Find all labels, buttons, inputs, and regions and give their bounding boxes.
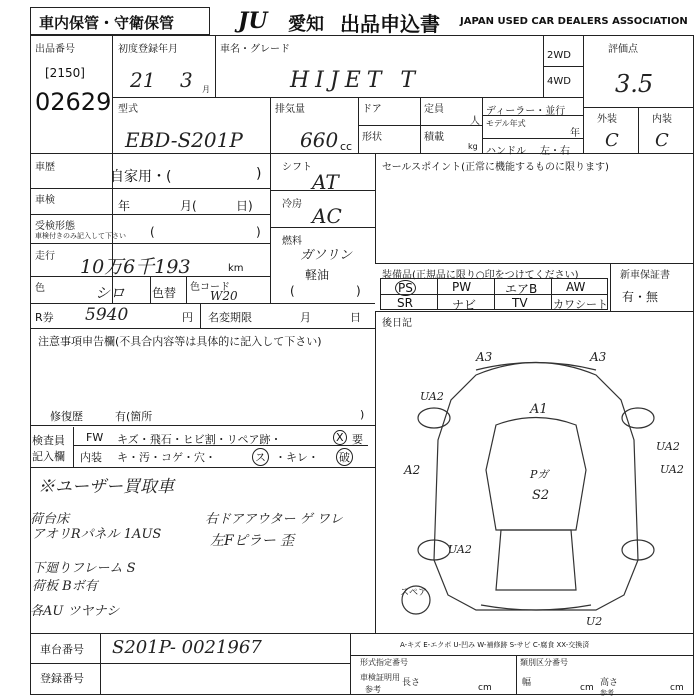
score-value: 3.5 [615, 70, 654, 98]
trial-use-close: ) [256, 225, 261, 239]
mark-u2: U2 [586, 615, 603, 628]
first-reg-year: 21 [130, 68, 156, 92]
mark-s2: S2 [532, 488, 550, 503]
note-line-4: 左Fピラー 歪 [210, 533, 295, 549]
exterior-label: 外装 [597, 114, 617, 125]
equip-tv: TV [512, 296, 528, 310]
shift-label: シフト [282, 162, 312, 173]
inspection-day: 日) [236, 199, 253, 213]
displacement-unit: cc [340, 140, 353, 153]
fuel-paren-close: ) [356, 284, 361, 298]
mark-a3-right: A3 [590, 350, 607, 364]
fuel-diesel: 軽油 [305, 268, 330, 282]
dealer-label: ディーラー・並行 [486, 106, 566, 117]
displacement-value: 660 [300, 128, 339, 152]
note-line-7: 各AU ツヤナシ [30, 604, 120, 619]
handle-label: ハンドル [486, 146, 526, 157]
brand-name: 愛知 [288, 14, 324, 35]
door-label: ドア [362, 104, 382, 115]
form-title: 出品申込書 [340, 12, 440, 36]
mileage-value: 10万6千193 [80, 256, 191, 278]
aircon-value: AC [312, 204, 342, 228]
capacity-label: 定員 [424, 104, 444, 115]
aircon-label: 冷房 [282, 199, 302, 210]
cert-label: 車検証明用 [360, 673, 400, 682]
fw-circled-mark: X [333, 430, 347, 445]
note-line-3: 右ドアアウター ゲ ワレ [205, 512, 343, 527]
equip-airbag: エアB [505, 282, 538, 296]
equip-aw: AW [566, 280, 586, 294]
drive-4wd: 4WD [547, 76, 571, 87]
chassis-value: S201P- 0021967 [112, 637, 262, 658]
dims-ref: 参考 [600, 689, 614, 697]
handle-value: 左・右 [540, 146, 570, 157]
score-label: 評価点 [608, 44, 638, 55]
color-code-label: 色コード [190, 282, 230, 293]
dims-height-unit: cm [670, 683, 684, 693]
dims-width: 幅 [522, 678, 532, 688]
equipment-label: 装備品(正規品に限り○印をつけてください) [382, 270, 579, 281]
color-value: シロ [95, 284, 126, 302]
mileage-label: 走行 [35, 251, 55, 262]
cert-length: 長さ [402, 678, 421, 688]
trial-use-open: ( [150, 225, 155, 239]
drive-2wd: 2WD [547, 50, 571, 61]
mark-a1: A1 [530, 402, 548, 417]
first-reg-label: 初度登録年月 [118, 44, 178, 55]
repair-close: ) [360, 408, 365, 421]
name-change-month: 月 [300, 311, 311, 324]
repair-value: 有(箇所 [115, 410, 153, 423]
inspector-label: 検査員 [32, 434, 65, 447]
model-year-unit: 年 [570, 128, 580, 139]
interior-mid: ・キレ・ [275, 451, 319, 464]
new-warranty-label: 新車保証書 [620, 270, 670, 281]
interior-row-label: 内装 [80, 451, 102, 464]
repair-label: 修復歴 [50, 410, 83, 423]
note-line-2: アオリRパネル 1AUS [32, 527, 162, 542]
interior-grade: C [655, 130, 669, 151]
equip-sr: SR [397, 296, 413, 310]
interior-items: キ・汚・コゲ・穴・ [117, 451, 216, 464]
fuel-gasoline: ガソリン [300, 248, 353, 263]
name-change-day: 日 [350, 311, 361, 324]
lot-number: 02629 [35, 88, 112, 116]
class-label: 類別区分番号 [520, 658, 568, 667]
mark-ua2-top-right: UA2 [656, 440, 680, 453]
cert-ref: 参考 [365, 685, 381, 694]
ju-logo: JU [238, 8, 268, 34]
first-reg-month: 3 [180, 68, 193, 92]
type-value: EBD-S201P [125, 128, 243, 152]
dims-width-unit: cm [580, 683, 594, 693]
sales-point-label: セールスポイント(正常に機能するものに限ります) [382, 162, 609, 173]
interior-circled1 [252, 448, 269, 466]
storage-title-box [30, 7, 210, 35]
after-reg-label: 後日記 [382, 318, 412, 329]
fw-circled [333, 430, 347, 445]
equip-ps [395, 280, 416, 296]
history-value: 自家用・( [110, 169, 172, 185]
new-warranty-value: 有・無 [622, 290, 659, 304]
color-exchange-label: 色替 [152, 286, 177, 300]
trial-use-label: 受検形態 [35, 221, 75, 232]
note-line-1: 荷台床 [30, 512, 70, 527]
fw-label: FW [86, 431, 104, 444]
recycle-unit: 円 [182, 311, 193, 324]
model-designation-label: 形式指定番号 [360, 658, 408, 667]
fw-circled-suffix: 要 [352, 433, 363, 446]
mark-a2: A2 [404, 463, 421, 477]
damage-legend: A-キズ E-エクボ U-凹み W-補修跡 S-サビ C-腐食 XX-交換済 [400, 641, 590, 649]
recycle-value: 5940 [85, 305, 129, 325]
shape-label: 形状 [362, 132, 382, 143]
fuel-paren-open: ( [290, 284, 295, 298]
inspection-month: 月( [180, 199, 197, 213]
load-unit: kg [468, 142, 478, 151]
equip-leather: カワシート [553, 298, 608, 311]
recycle-label: R券 [35, 311, 54, 324]
association-name: JAPAN USED CAR DEALERS ASSOCIATION [460, 16, 688, 27]
note-line-0: ※ユーザー買取車 [38, 477, 174, 497]
storage-title: 車内保管・守衛保管 [39, 14, 175, 32]
equip-ps-circled: PS [395, 280, 416, 296]
dims-height: 高さ [600, 678, 619, 688]
interior-circled2-mark: 破 [336, 448, 353, 466]
type-label: 型式 [118, 104, 138, 115]
color-code-value: W20 [210, 289, 238, 303]
model-year-label: モデル年式 [486, 119, 526, 128]
shift-value: AT [312, 170, 339, 194]
fuel-label: 燃料 [282, 236, 302, 247]
mileage-unit: km [228, 263, 244, 274]
record-label: 記入欄 [32, 450, 65, 463]
exterior-grade: C [605, 130, 619, 151]
lot-label: 出品番号 [35, 44, 75, 55]
first-reg-month-unit: 月 [202, 85, 210, 94]
reg-number-label: 登録番号 [40, 672, 84, 685]
history-label: 車歴 [35, 162, 55, 173]
history-close: ) [256, 166, 262, 182]
color-label: 色 [35, 283, 45, 294]
interior-label: 内装 [652, 114, 672, 125]
name-change-label: 名変期限 [208, 311, 252, 324]
note-line-5: 下廻りフレーム S [32, 561, 136, 576]
model-label: 車名・グレード [220, 44, 290, 55]
mark-ua2-bottom-left: UA2 [448, 543, 472, 556]
model-value: HIJET T [290, 68, 422, 93]
equip-navi: ナビ [452, 298, 477, 312]
mark-a3-left: A3 [476, 350, 493, 364]
load-label: 積載 [424, 132, 444, 143]
mark-pg: Pガ [530, 468, 549, 481]
mark-ua2-top-left: UA2 [420, 390, 444, 403]
lot-sub-number: [2150] [45, 66, 85, 80]
equip-pw: PW [452, 280, 472, 294]
capacity-unit: 人 [470, 116, 480, 127]
interior-circled2 [336, 448, 353, 466]
displacement-label: 排気量 [275, 104, 305, 115]
inspection-label: 車検 [35, 195, 55, 206]
mark-ua2-right: UA2 [660, 463, 684, 476]
interior-circled1-mark: ス [252, 448, 269, 466]
trial-use-sub: 車検付きのみ記入して下さい [35, 232, 126, 240]
spare-label: スペア [400, 588, 428, 598]
cert-length-unit: cm [478, 683, 492, 693]
fw-items: キズ・飛石・ヒビ割・リペア跡・ [117, 433, 282, 446]
inspection-year: 年 [118, 199, 131, 213]
notes-label: 注意事項申告欄(不具合内容等は具体的に記入して下さい) [38, 335, 322, 348]
chassis-label: 車台番号 [40, 643, 84, 656]
note-line-6: 荷板 Bボ有 [32, 579, 98, 594]
